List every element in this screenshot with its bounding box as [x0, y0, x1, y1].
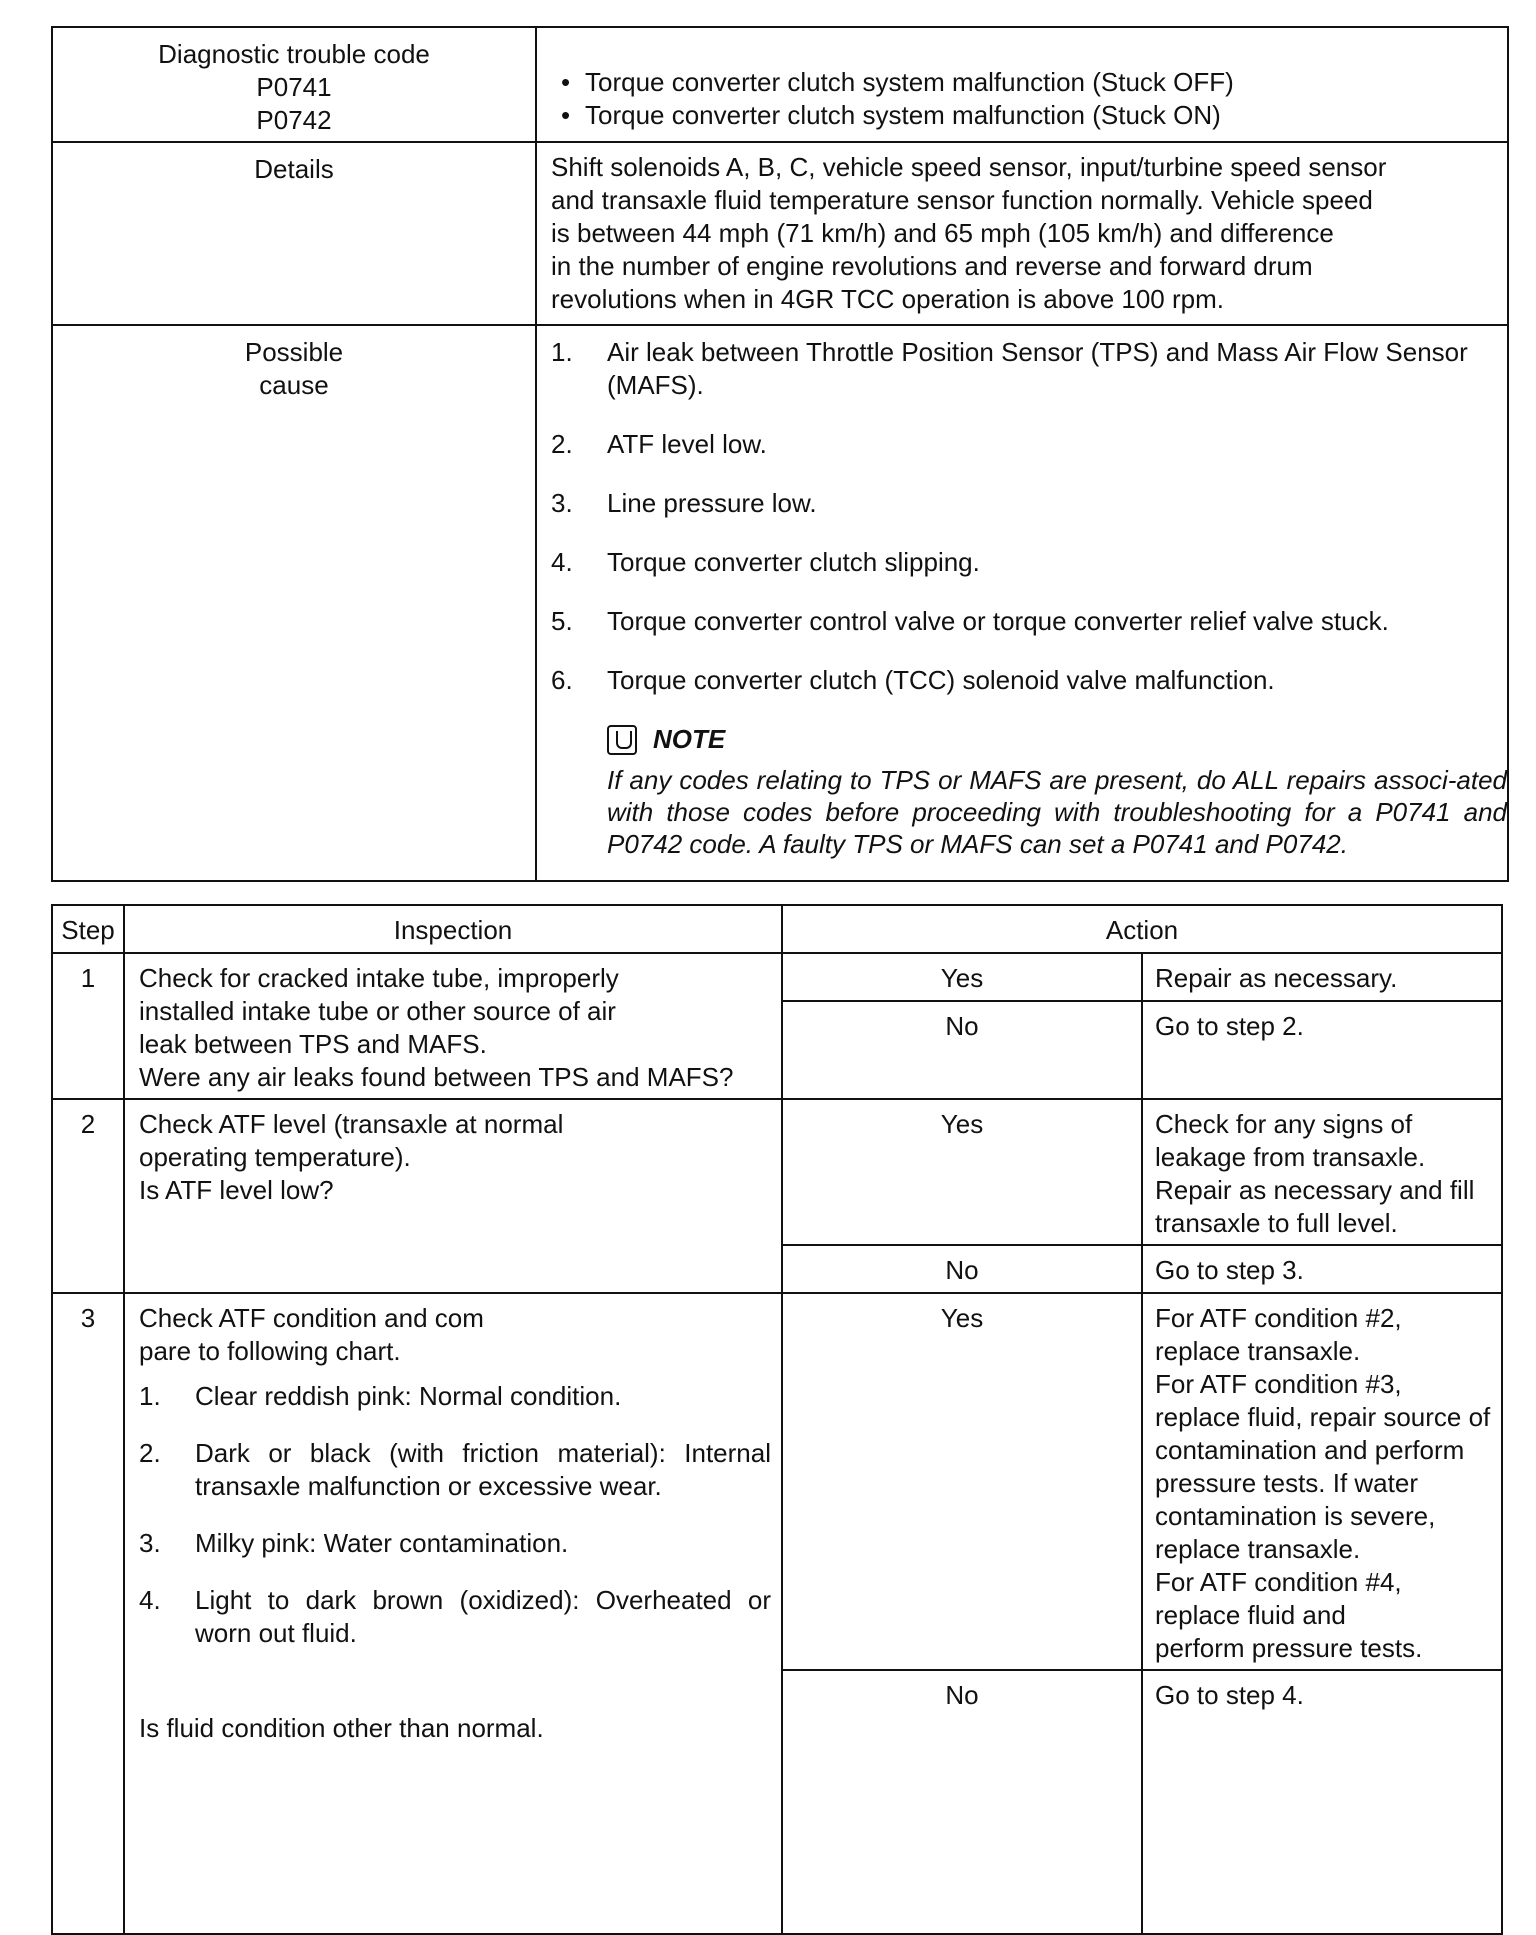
action-line: perform pressure tests.	[1155, 1633, 1423, 1663]
details-line: in the number of engine revolutions and reverse and forward drum	[551, 251, 1313, 281]
code-p0742: P0742	[256, 105, 332, 135]
details-cell	[536, 142, 1508, 325]
atf-condition-item	[139, 1437, 771, 1503]
possible-cause-row	[52, 325, 1508, 881]
yes-action-cell	[1142, 1099, 1502, 1245]
inspection-text	[125, 1294, 781, 1749]
no-label-cell	[782, 1001, 1142, 1099]
inspection-header-cell	[124, 905, 782, 953]
action-header: Action	[1105, 915, 1179, 945]
cause-item	[551, 546, 1497, 579]
action-line: Repair as necessary.	[1155, 963, 1398, 993]
action-line: For ATF condition #3, replace fluid, repair source of	[1155, 1369, 1491, 1432]
inspection-line: installed intake tube or other source of air	[139, 996, 616, 1026]
no-label: No	[945, 1010, 979, 1041]
inspection-line: pare to following chart.	[139, 1336, 401, 1366]
cause-number: 4.	[551, 547, 573, 577]
action-line: Go to step 4.	[1155, 1680, 1304, 1710]
step-2-yes-row	[52, 1099, 1502, 1245]
cause-text: Air leak between Throttle Position Sensor (TPS) and Mass Air Flow Sensor (MAFS).	[607, 337, 1468, 400]
cause-item	[551, 487, 1497, 520]
book-icon	[607, 725, 637, 755]
condition-text: Light to dark brown (oxidized): Overheated or worn out fluid.	[195, 1585, 771, 1648]
no-label: No	[945, 1255, 979, 1285]
condition-text: Clear reddish pink: Normal condition.	[195, 1381, 622, 1411]
inspection-line: leak between TPS and MAFS.	[139, 1029, 487, 1059]
cause-text: ATF level low.	[607, 429, 767, 459]
inspection-line: operating temperature).	[139, 1142, 411, 1172]
step-number-cell	[52, 1293, 124, 1934]
yes-label: Yes	[940, 963, 984, 993]
atf-condition-item	[139, 1380, 771, 1413]
note-title: NOTE	[653, 724, 726, 754]
action-line: Go to step 2.	[1155, 1010, 1304, 1041]
cause-text: Line pressure low.	[607, 488, 817, 518]
no-action-cell	[1142, 1670, 1502, 1934]
step-number: 2	[80, 1109, 96, 1139]
action-line: contamination and perform pressure tests. If water	[1155, 1435, 1465, 1498]
inspection-line: Check ATF condition and com	[139, 1303, 484, 1333]
yes-action-cell	[1142, 1293, 1502, 1670]
inspection-header: Inspection	[393, 915, 513, 945]
step-header-cell	[52, 905, 124, 953]
condition-text: Dark or black (with friction material): Internal transaxle malfunction or excessive wear.	[195, 1438, 771, 1501]
condition-text: Milky pink: Water contamination.	[195, 1528, 569, 1558]
atf-condition-item	[139, 1527, 771, 1560]
code-p0741: P0741	[256, 72, 332, 102]
action-header-cell	[782, 905, 1502, 953]
cause-text: Torque converter control valve or torque converter relief valve stuck.	[607, 606, 1389, 636]
code-summary-table	[51, 26, 1509, 882]
details-label-cell	[52, 142, 536, 325]
details-text	[537, 143, 1507, 324]
cause-text: Torque converter clutch slipping.	[607, 547, 980, 577]
code-description-item: • Torque converter clutch system malfunction (Stuck ON)	[561, 99, 1507, 132]
yes-label-cell	[782, 953, 1142, 1001]
code-description-item: • Torque converter clutch system malfunction (Stuck OFF)	[561, 66, 1507, 99]
yes-label: Yes	[940, 1109, 984, 1139]
note-text: If any codes relating to TPS or MAFS are present, do ALL repairs associ-ated with those codes before proceeding with troubleshooting for a P0741 and P0742 code. A faulty TPS or MAFS can set a P0741 and P0742.	[607, 765, 1507, 859]
note-header	[607, 723, 1507, 756]
step-3-yes-row	[52, 1293, 1502, 1670]
details-row	[52, 142, 1508, 325]
inspection-cell	[124, 1099, 782, 1293]
inspection-line: Were any air leaks found between TPS and MAFS?	[139, 1062, 734, 1092]
cause-number: 2.	[551, 429, 573, 459]
condition-number: 1.	[139, 1381, 161, 1411]
yes-action-cell	[1142, 953, 1502, 1001]
inspection-question: Is fluid condition other than normal.	[139, 1713, 544, 1743]
code-description-list	[537, 28, 1507, 140]
cause-number: 1.	[551, 337, 573, 367]
yes-label: Yes	[940, 1303, 984, 1333]
atf-condition-item	[139, 1584, 771, 1650]
procedure-table	[51, 904, 1503, 1935]
action-line: Check for any signs of leakage from transaxle.	[1155, 1109, 1426, 1172]
no-label-cell	[782, 1670, 1142, 1934]
code-label: Diagnostic trouble code	[158, 39, 430, 69]
code-description-cell	[536, 27, 1508, 142]
step-number: 1	[80, 963, 96, 993]
no-label: No	[945, 1680, 979, 1710]
inspection-cell	[124, 1293, 782, 1934]
cause-list	[537, 326, 1507, 697]
code-row	[52, 27, 1508, 142]
cause-cell	[536, 325, 1508, 881]
condition-number: 4.	[139, 1585, 161, 1615]
cause-text: Torque converter clutch (TCC) solenoid valve malfunction.	[607, 665, 1275, 695]
cause-item	[551, 605, 1497, 638]
action-line: Repair as necessary and fill transaxle to full level.	[1155, 1175, 1475, 1238]
details-line: and transaxle fluid temperature sensor function normally. Vehicle speed	[551, 185, 1373, 215]
procedure-header-row	[52, 905, 1502, 953]
cause-label-line: cause	[259, 370, 329, 400]
cause-item	[551, 336, 1497, 402]
inspection-line: Check for cracked intake tube, improperly	[139, 963, 619, 993]
no-label-cell	[782, 1245, 1142, 1293]
cause-number: 6.	[551, 665, 573, 695]
step-number-cell	[52, 953, 124, 1099]
inspection-line: Is ATF level low?	[139, 1175, 334, 1205]
step-header: Step	[61, 915, 115, 945]
yes-label-cell	[782, 1293, 1142, 1670]
inspection-text	[125, 1100, 781, 1211]
action-line: For ATF condition #4, replace fluid and	[1155, 1567, 1402, 1630]
cause-number: 5.	[551, 606, 573, 636]
cause-item	[551, 428, 1497, 461]
inspection-cell	[124, 953, 782, 1099]
condition-number: 3.	[139, 1528, 161, 1558]
details-label: Details	[254, 154, 334, 184]
cause-label-cell	[52, 325, 536, 881]
cause-number: 3.	[551, 488, 573, 518]
code-label-cell	[52, 27, 536, 142]
condition-number: 2.	[139, 1438, 161, 1468]
cause-item	[551, 664, 1497, 697]
details-line: is between 44 mph (71 km/h) and 65 mph (105 km/h) and difference	[551, 218, 1334, 248]
action-line: For ATF condition #2, replace transaxle.	[1155, 1303, 1402, 1366]
details-line: revolutions when in 4GR TCC operation is above 100 rpm.	[551, 284, 1224, 314]
step-1-yes-row	[52, 953, 1502, 1001]
step-number: 3	[80, 1303, 96, 1333]
cause-label-line: Possible	[244, 337, 344, 367]
atf-condition-list	[139, 1380, 771, 1650]
no-action-cell	[1142, 1001, 1502, 1099]
details-line: Shift solenoids A, B, C, vehicle speed sensor, input/turbine speed sensor	[551, 152, 1387, 182]
yes-label-cell	[782, 1099, 1142, 1245]
step-number-cell	[52, 1099, 124, 1293]
note-box	[607, 723, 1507, 870]
action-line: Go to step 3.	[1155, 1255, 1304, 1285]
no-action-cell	[1142, 1245, 1502, 1293]
action-line: contamination is severe, replace transaxle.	[1155, 1501, 1436, 1564]
inspection-line: Check ATF level (transaxle at normal	[139, 1109, 564, 1139]
inspection-text	[125, 954, 781, 1098]
